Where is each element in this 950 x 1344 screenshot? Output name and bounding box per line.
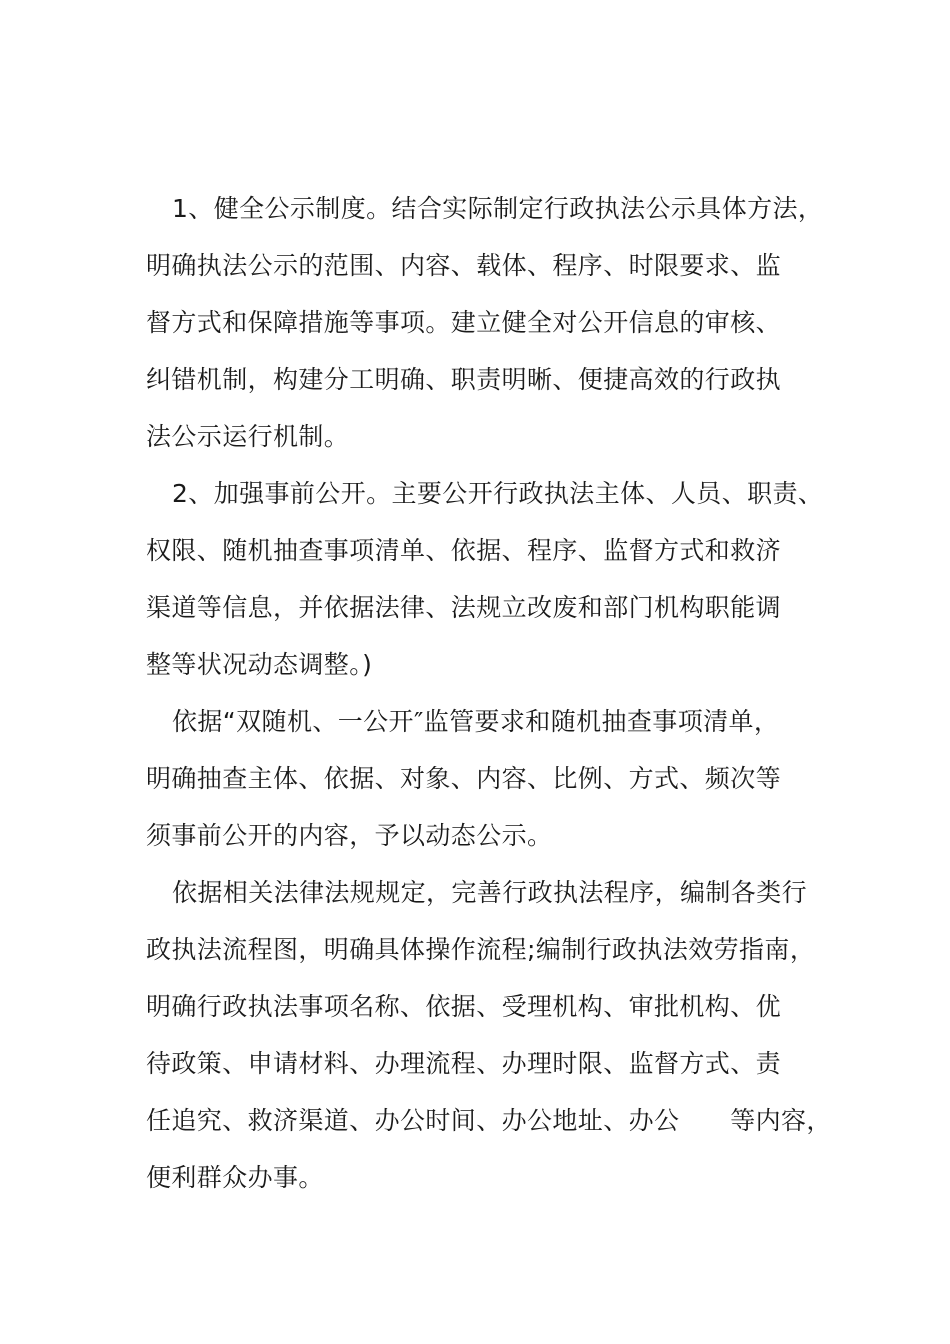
paragraph-4-line-5: 任追究、救济渠道、办公时间、办公地址、办公 等内容， [146,1106,832,1135]
paragraph-1-line-5: 法公示运行机制。 [146,422,350,451]
paragraph-4-line-3: 明确行政执法事项名称、依据、受理机构、审批机构、优 [146,992,782,1021]
paragraph-2-line-1: 2、加强事前公开。主要公开行政执法主体、人员、职责、 [172,479,824,508]
paragraph-3-line-2: 明确抽查主体、依据、对象、内容、比例、方式、频次等 [146,764,782,793]
paragraph-1-line-2: 明确执法公示的范围、内容、载体、程序、时限要求、监 [146,251,782,280]
paragraph-4-line-6: 便利群众办事。 [146,1163,324,1192]
paragraph-1-line-4: 纠错机制，构建分工明确、职责明晰、便捷高效的行政执 [146,365,782,394]
paragraph-4-line-1: 依据相关法律法规规定，完善行政执法程序，编制各类行 [172,878,808,907]
paragraph-3-line-1: 依据“双随机、一公开″监管要求和随机抽查事项清单， [172,707,780,736]
paragraph-2-line-4: 整等状况动态调整。) [146,650,373,679]
paragraph-1-line-3: 督方式和保障措施等事项。建立健全对公开信息的审核、 [146,308,782,337]
paragraph-3-line-3: 须事前公开的内容，予以动态公示。 [146,821,553,850]
paragraph-2-line-2: 权限、随机抽查事项清单、依据、程序、监督方式和救济 [146,536,782,565]
paragraph-2-line-3: 渠道等信息，并依据法律、法规立改废和部门机构职能调 [146,593,782,622]
paragraph-4-line-2: 政执法流程图，明确具体操作流程;编制行政执法效劳指南， [146,935,816,964]
paragraph-1-line-1: 1、健全公示制度。结合实际制定行政执法公示具体方法， [172,194,824,223]
paragraph-4-line-4: 待政策、申请材料、办理流程、办理时限、监督方式、责 [146,1049,782,1078]
